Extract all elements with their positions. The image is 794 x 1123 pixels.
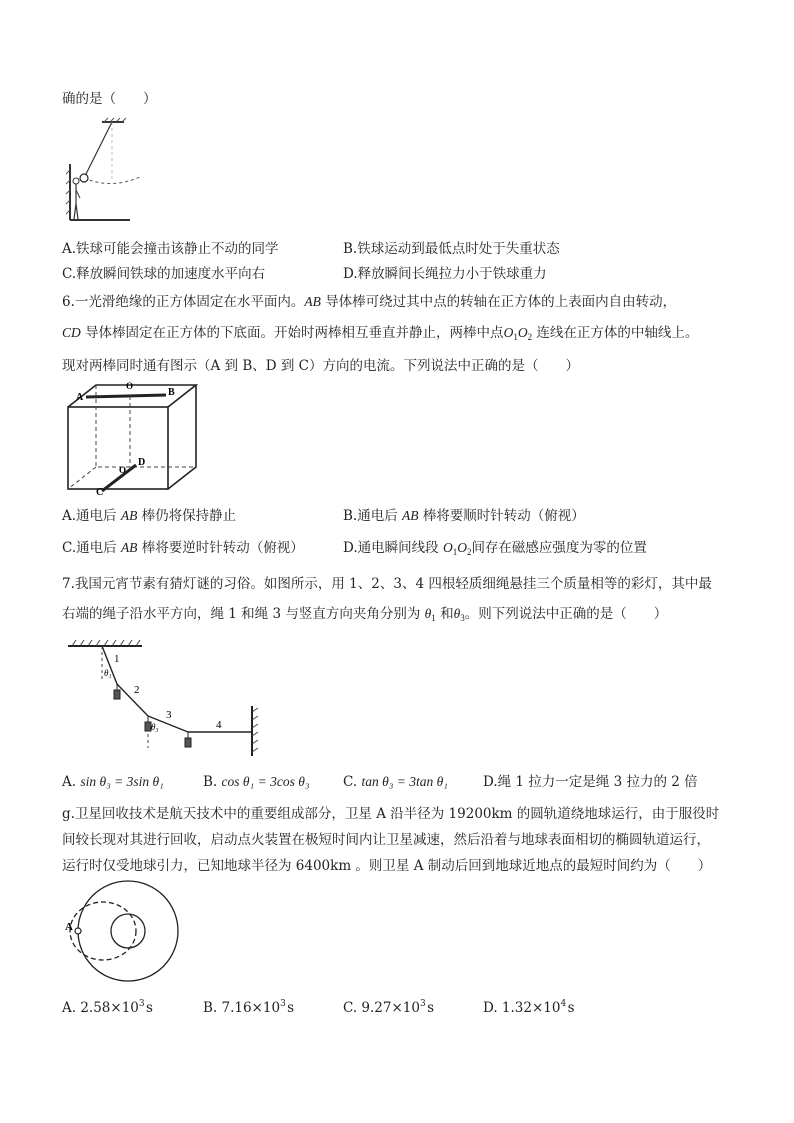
theta1-label: θ₁	[104, 668, 112, 678]
q8-option-c: C. $9.27\times 10^3$ s	[343, 999, 435, 1016]
label-o1: O	[126, 381, 134, 391]
q7-stem-line-2: 右端的绳子沿水平方向，绳 1 和绳 3 与竖直方向夹角分别为 $\theta_1$ 和$\theta_3$。则下列说法中正确的是（ ）	[62, 606, 668, 623]
q7-stem-line-1: 7.我国元宵节素有猜灯谜的习俗。如图所示，用 1、2、3、4 四根轻质细绳悬挂三个质量相等的彩灯，其中最	[62, 576, 712, 592]
q6-option-b: B.通电后 AB 棒将要顺时针转动（俯视）	[343, 508, 585, 524]
q5-option-a: A.铁球可能会撞击该静止不动的同学	[62, 241, 279, 257]
theta3-label: θ₃	[151, 722, 159, 732]
q5-option-d: D.释放瞬间长绳拉力小于铁球重力	[343, 266, 547, 282]
label-c: C	[96, 487, 104, 498]
rope-2-label: 2	[134, 684, 140, 696]
q6-cube-figure	[62, 381, 212, 497]
q8-option-b: B. $7.16\times 10^3$ s	[203, 999, 295, 1016]
q8-stem-line-1: g.卫星回收技术是航天技术中的重要组成部分，卫星 A 沿半径为 19200km 的圆轨道绕地球运行，由于服役时	[62, 806, 720, 822]
q5-option-b: B.铁球运动到最低点时处于失重状态	[343, 241, 560, 257]
label-o2: O	[119, 465, 127, 475]
q7-option-d: D.绳 1 拉力一定是绳 3 拉力的 2 倍	[483, 774, 698, 790]
q8-option-a: A. $2.58\times 10^3$ s	[62, 999, 153, 1016]
q7-option-a: A. sin θ₃ = 3sin θ₁	[62, 774, 164, 790]
q8-stem-line-2: 间较长现对其进行回收，启动点火装置在极短时间内让卫星减速，然后沿着与地球表面相切的椭圆轨道运行，	[62, 832, 710, 848]
rope-3-label: 3	[166, 709, 172, 721]
label-d: D	[138, 457, 146, 468]
q8-option-d: D. $1.32\times 10^4$ s	[483, 999, 575, 1016]
q7-option-b: B. cos θ₁ = 3cos θ₃	[203, 774, 310, 790]
q5-option-c: C.释放瞬间铁球的加速度水平向右	[62, 266, 266, 282]
q6-stem-line-2: CD 导体棒固定在正方体的下底面。开始时两棒相互垂直并静止，两棒中点$O_1O_2$ 连线在正方体的中轴线上。	[62, 325, 699, 342]
q8-stem-line-3: 运行时仅受地球引力，已知地球半径为 6400km 。则卫星 A 制动后回到地球近地点的最短时间约为（ ）	[62, 858, 712, 874]
q6-option-d: D.通电瞬间线段 $O_1O_2$间存在磁感应强度为零的位置	[343, 540, 647, 557]
q5-stem-tail: 确的是（ ）	[62, 91, 157, 107]
q5-pendulum-figure	[62, 118, 182, 228]
satellite-label: A	[65, 921, 73, 933]
label-a: A	[76, 392, 84, 403]
label-b: B	[168, 387, 175, 398]
q6-option-a: A.通电后 AB 棒仍将保持静止	[62, 508, 237, 524]
q7-lanterns-figure	[62, 636, 272, 766]
q6-stem-line-1: 6.一光滑绝缘的正方体固定在水平面内。AB 导体棒可绕过其中点的转轴在正方体的上表面内自由转动，	[62, 294, 677, 310]
q6-stem-line-3: 现对两棒同时通有图示（A 到 B、D 到 C）方向的电流。下列说法中正确的是（ ）	[62, 358, 579, 374]
q8-orbit-figure	[62, 880, 192, 985]
q7-option-c: C. tan θ₃ = 3tan θ₁	[343, 774, 448, 790]
rope-4-label: 4	[216, 719, 222, 731]
rope-1-label: 1	[114, 653, 120, 665]
q6-option-c: C.通电后 AB 棒将要逆时针转动（俯视）	[62, 540, 304, 556]
